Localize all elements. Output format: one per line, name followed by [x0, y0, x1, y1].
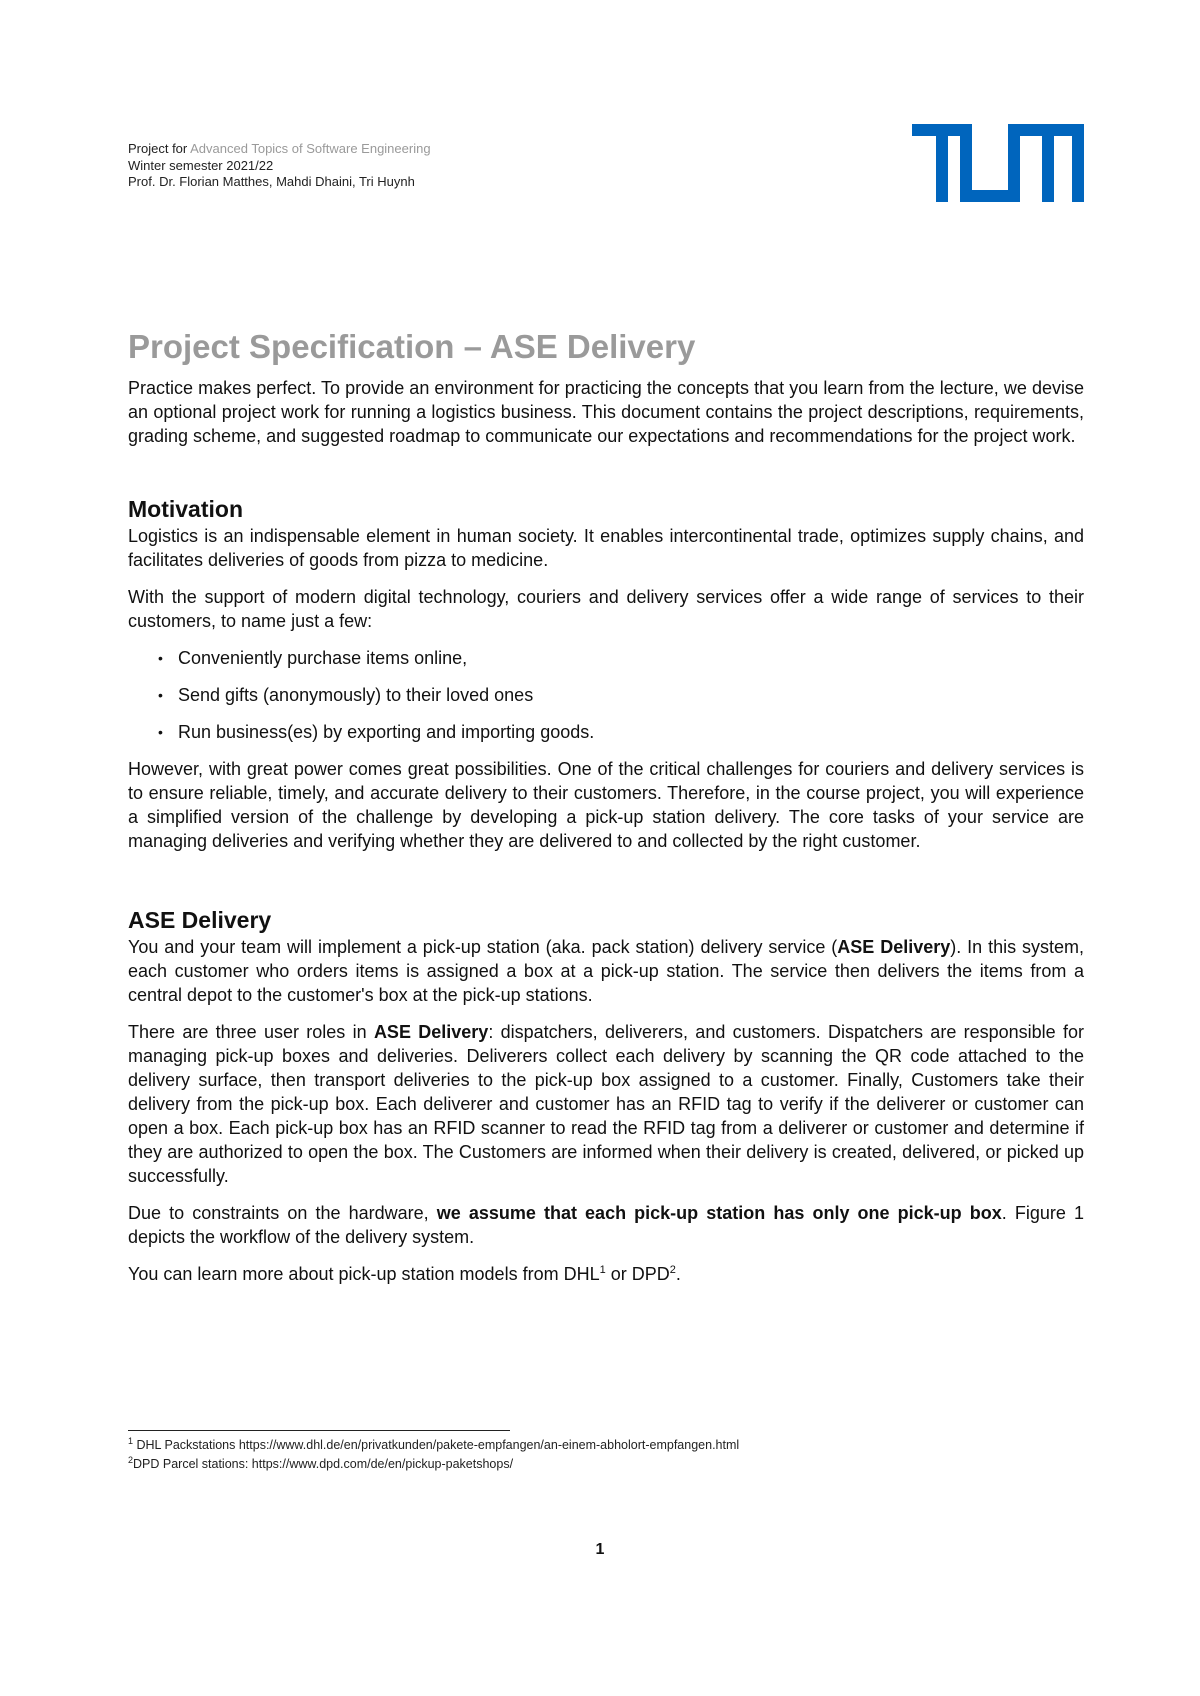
list-item: • Run business(es) by exporting and importing goods. [158, 720, 1084, 744]
text-run: or DPD [605, 1264, 670, 1284]
footnote-text[interactable]: DPD Parcel stations: https://www.dpd.com/de/en/pickup-paketshops/ [133, 1457, 514, 1471]
text-run: You and your team will implement a pick-up station (aka. pack station) delivery service ( [128, 937, 838, 957]
course-prefix: Project for [128, 141, 191, 156]
motivation-paragraph-1: Logistics is an indispensable element in human society. It enables intercontinental trade, optimizes supply chains, and facilitates deliveries of goods from pizza to medicine. [128, 526, 1084, 570]
text-run: ). In this system, each customer who orders items is assigned a box at a pick-up station. The service then delivers the items from a central depot to the customer's box at the pick-up stations. [128, 937, 1085, 1005]
bold-text: ASE Delivery [837, 937, 951, 957]
motivation-paragraph-3: However, with great power comes great possibilities. One of the critical challenges for couriers and delivery services is to ensure reliable, timely, and accurate delivery to their customers. Therefore, in the course project, you will experience a simplified version of the challenge by developing a pick-up station delivery. The core tasks of your service are managing deliveries and verifying whether they are delivered to and collected by the right customer. [128, 759, 1084, 851]
footnote-divider [128, 1430, 510, 1431]
footnote-number: 2 [128, 1454, 134, 1465]
text-run: . Figure 1 depicts the workflow of the delivery system. [128, 1203, 1084, 1247]
intro-paragraph: Practice makes perfect. To provide an environment for practicing the concepts that you learn from the lecture, we devise an optional project work for running a logistics business. This document contains the project descriptions, requirements, grading scheme, and suggested roadmap to communicate our expectations and recommendations for the project work. [128, 378, 1084, 446]
bold-text: we assume that each pick-up station has only one pick-up box [436, 1203, 1002, 1223]
ase-paragraph-4 [128, 1262, 1084, 1286]
footnote-2 [128, 1455, 739, 1474]
text-run: Due to constraints on the hardware, [128, 1203, 437, 1223]
footnote-ref-1[interactable]: 1 [599, 1264, 606, 1276]
text-run: : dispatchers, deliverers, and customers. Dispatchers are responsible for managing pick-up boxes and deliveries. Deliverers collect each delivery by scanning the QR code attached to the delivery surface, then transport deliveries to the pick-up box assigned to a customer. Finally, Customers take their delivery from the pick-up box. Each deliverer and customer has an RFID tag to verify if the deliverer or customer can open a box. Each pick-up box has an RFID scanner to read the RFID tag from a deliverer or customer and determine if they are authorized to open the box. The Customers are informed when their delivery is created, delivered, or picked up successfully. [128, 1022, 1084, 1186]
ase-paragraph-3 [128, 1201, 1084, 1249]
list-item: • Conveniently purchase items online, [158, 646, 1084, 670]
footnotes [128, 1436, 739, 1474]
authors-line: Prof. Dr. Florian Matthes, Mahdi Dhaini, Tri Huynh [128, 174, 415, 189]
text-run: There are three user roles in [128, 1022, 374, 1042]
ase-paragraph-1 [128, 935, 1084, 1007]
services-list [128, 646, 1084, 744]
motivation-paragraph-2: With the support of modern digital technology, couriers and delivery services offer a wide range of services to their customers, to name just a few: [128, 587, 1084, 631]
list-item: • Send gifts (anonymously) to their loved ones [158, 683, 1084, 707]
ase-delivery-heading: ASE Delivery [128, 907, 272, 933]
page-title: Project Specification – ASE Delivery [128, 328, 696, 365]
bold-text: ASE Delivery [373, 1022, 489, 1042]
course-line [128, 141, 431, 158]
document-body [128, 324, 1084, 1286]
ase-paragraph-2 [128, 1020, 1084, 1188]
footnote-text[interactable]: DHL Packstations https://www.dhl.de/en/privatkunden/pakete-empfangen/an-einem-abholort-empfangen.html [136, 1438, 740, 1452]
tum-logo [912, 124, 1084, 207]
footnote-ref-2[interactable]: 2 [669, 1264, 676, 1276]
text-run: You can learn more about pick-up station models from DHL [128, 1264, 600, 1284]
tum-logo-icon [912, 124, 1084, 202]
footnote-1 [128, 1436, 739, 1455]
document-header [128, 141, 431, 191]
semester-line: Winter semester 2021/22 [128, 157, 274, 173]
page-number: 1 [595, 1541, 605, 1558]
text-run: . [675, 1264, 681, 1284]
footnote-number: 1 [128, 1435, 134, 1446]
course-name: Advanced Topics of Software Engineering [190, 141, 431, 156]
motivation-heading: Motivation [128, 496, 243, 522]
